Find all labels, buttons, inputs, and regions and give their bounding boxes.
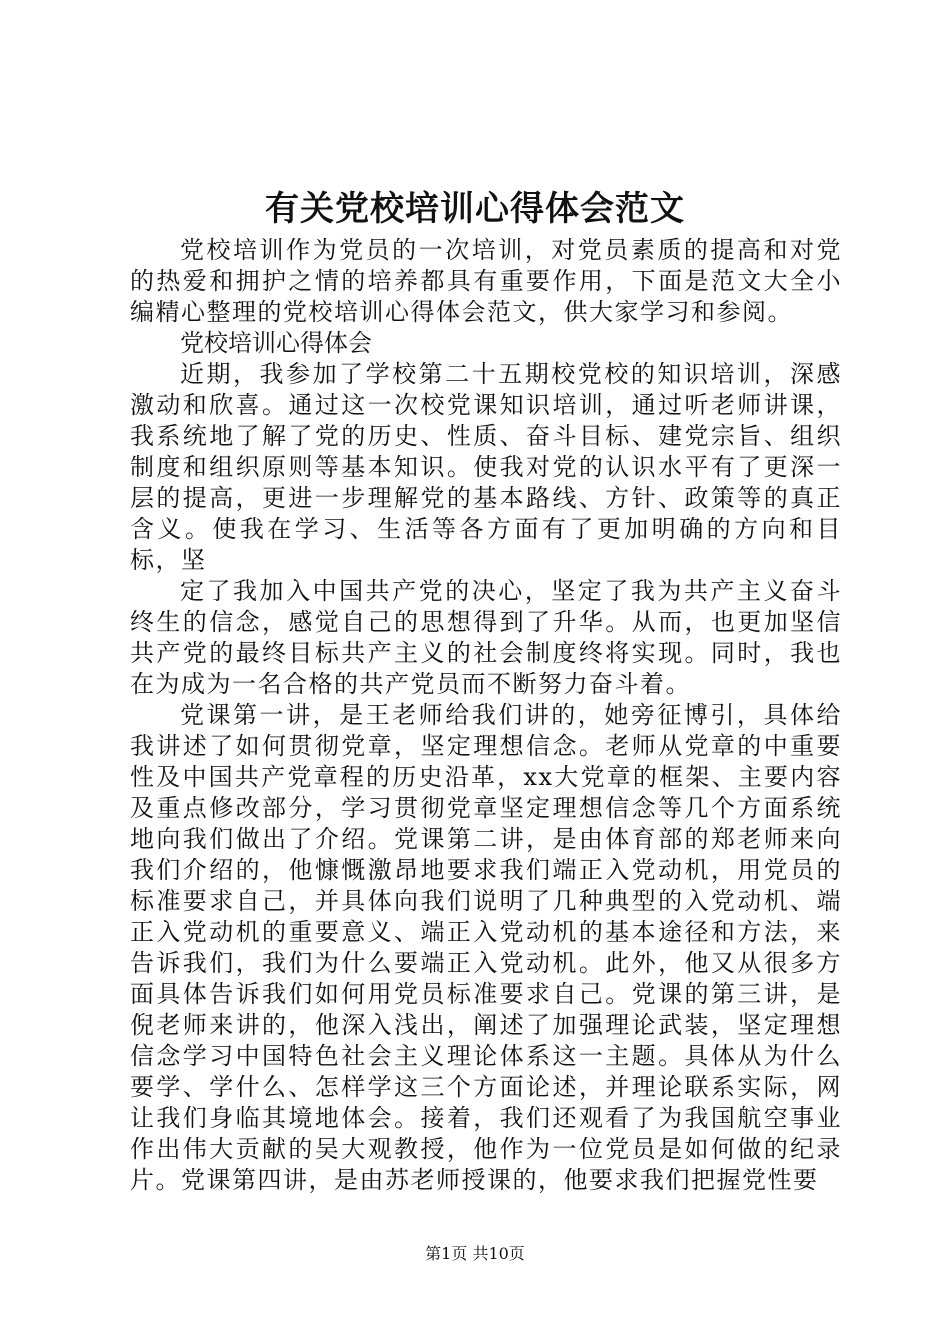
- intro-paragraph: 党校培训作为党员的一次培训，对党员素质的提高和对党的热爱和拥护之情的培养都具有重要作用，下面是范文大全小编精心整理的党校培训心得体会范文，供大家学习和参阅。: [130, 236, 842, 326]
- document-body: [130, 235, 842, 1196]
- body-paragraph: 党课第一讲，是王老师给我们讲的，她旁征博引，具体给我讲述了如何贯彻党章，坚定理想信念。老师从党章的中重要性及中国共产党章程的历史沿革，xx大党章的框架、主要内容及重点修改部分，学习贯彻党章坚定理想信念等几个方面系统地向我们做出了介绍。党课第二讲，是由体育部的郑老师来向我们介绍的，他慷慨激昂地要求我们端正入党动机，用党员的标准要求自己，并具体向我们说明了几种典型的入党动机、端正入党动机的重要意义、端正入党动机的基本途径和方法，来告诉我们，我们为什么要端正入党动机。此外，他又从很多方面具体告诉我们如何用党员标准要求自己。党课的第三讲，是倪老师来讲的，他深入浅出，阐述了加强理论武装，坚定理想信念学习中国特色社会主义理论体系这一主题。具体从为什么要学、学什么、怎样学这三个方面论述，并理论联系实际，网让我们身临其境地体会。接着，我们还观看了为我国航空事业作出伟大贡献的吴大观教授，他作为一位党员是如何做的纪录片。党课第四讲，是由苏老师授课的，他要求我们把握党性要: [130, 701, 842, 1194]
- body-paragraph: 近期，我参加了学校第二十五期校党校的知识培训，深感激动和欣喜。通过这一次校党课知识培训，通过听老师讲课，我系统地了解了党的历史、性质、奋斗目标、建党宗旨、组织制度和组织原则等基本知识。使我对党的认识水平有了更深一层的提高，更进一步理解党的基本路线、方针、政策等的真正含义。使我在学习、生活等各方面有了更加明确的方向和目标，坚: [130, 360, 842, 574]
- section-heading: 党校培训心得体会: [180, 329, 372, 357]
- page-number-footer: 第1页 共10页: [425, 1244, 525, 1263]
- body-paragraph: 定了我加入中国共产党的决心，坚定了我为共产主义奋斗终生的信念，感觉自己的思想得到了升华。从而，也更加坚信共产党的最终目标共产主义的社会制度终将实现。同时，我也在为成为一名合格的共产党员而不断努力奋斗着。: [130, 577, 842, 698]
- page-title: 有关党校培训心得体会范文: [265, 189, 685, 229]
